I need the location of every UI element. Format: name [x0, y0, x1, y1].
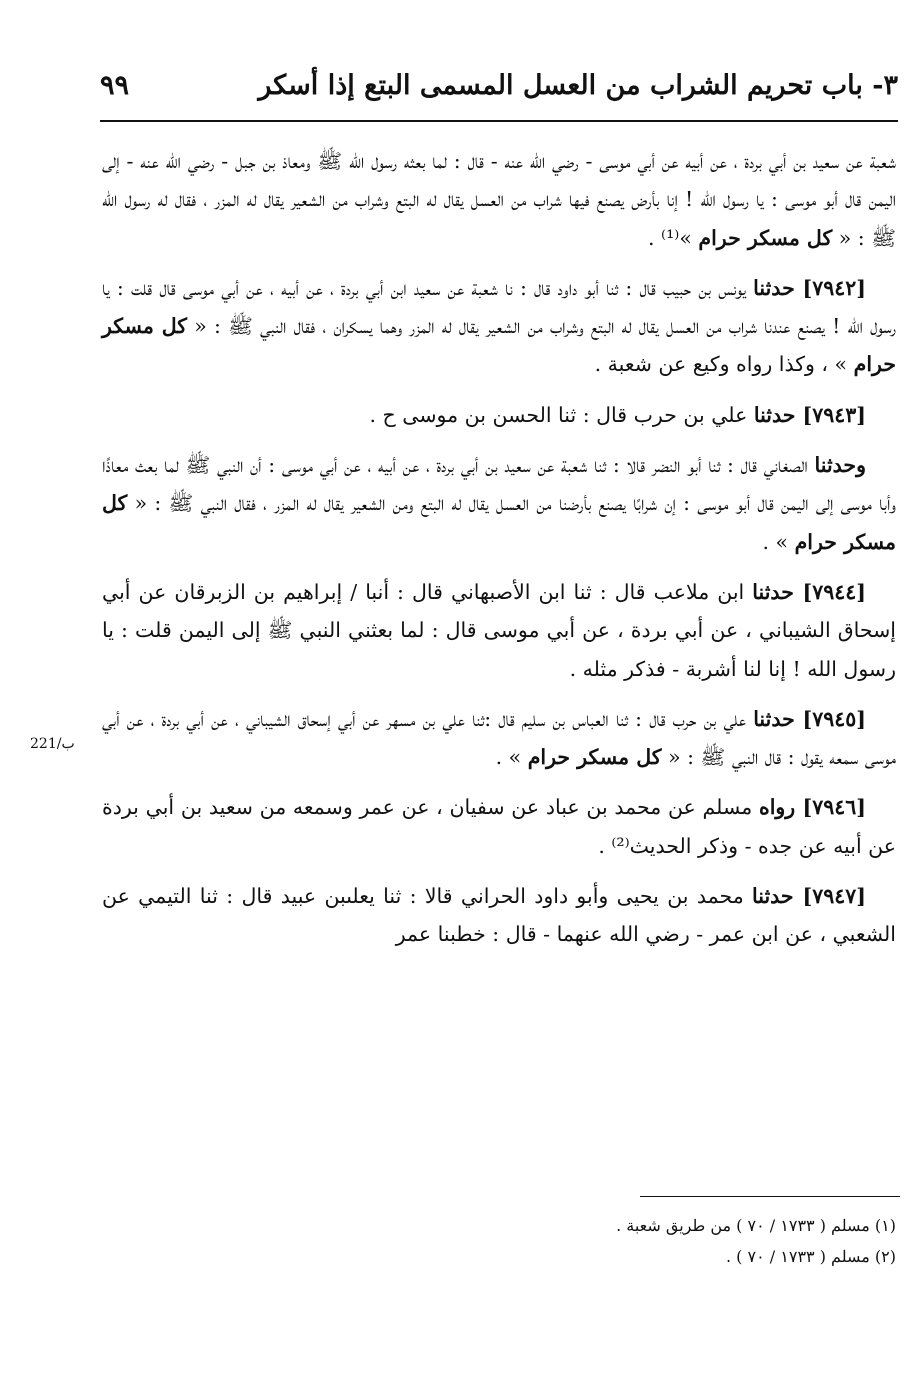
- header-divider: [100, 120, 898, 122]
- chapter-title: ٣- باب تحريم الشراب من العسل المسمى البتع إذا أسكر: [258, 70, 898, 101]
- text-segment: علي بن حرب قال : ثنا الحسن بن موسى ح .: [369, 402, 754, 427]
- bold-text: كل مسكر حرام: [698, 225, 833, 250]
- bold-text: كل مسكر حرام: [527, 745, 662, 770]
- bold-text: [٧٩٤٧] حدثنا: [752, 884, 866, 909]
- paragraph: [102, 269, 896, 384]
- text-segment: » .: [762, 529, 795, 554]
- text-segment: ابن ملاعب قال : ثنا ابن الأصبهاني قال : أنبا / إبراهيم بن الزبرقان عن أبي إسحاق الشيباني ، عن أبي بردة ، عن أبي موسى قال : لما بعثني النبي ﷺ إلى اليمن قلت : يا رسول الله ! إنا لنا أشربة - فذكر مثله .: [102, 579, 896, 681]
- bold-text: [٧٩٤٦] رواه: [758, 795, 866, 820]
- paragraph: [102, 877, 896, 954]
- paragraph: [102, 788, 896, 865]
- bold-text: [٧٩٤٢] حدثنا: [753, 275, 866, 300]
- paragraph: [102, 446, 896, 561]
- footnote: (٢) مسلم ( ١٧٣٣ / ٧٠ ) .: [726, 1247, 896, 1266]
- body-text: [102, 142, 896, 966]
- paragraph: [102, 573, 896, 688]
- paragraph: [102, 396, 896, 434]
- text-segment: الصغاني قال : ثنا أبو النضر قالا : ثنا شعبة عن سعيد بن أبي بردة ، عن أبيه ، عن أبي موسى : أن النبي ﷺ لما بعث معاذًا وأبا موسى إلى اليمن قال أبو موسى : إن شرابًا يصنع بأرضنا من العسل يقال له البتع ومن الشعير يقال له المزر ، فقال النبي ﷺ : «: [102, 453, 896, 516]
- bold-text: [٧٩٤٥] حدثنا: [753, 706, 866, 731]
- text-segment: يونس بن حبيب قال : ثنا أبو داود قال : نا شعبة عن سعيد ابن أبي بردة ، عن أبيه ، عن أبي موسى قال قلت : يا رسول الله ! يصنع عندنا شراب من العسل يقال له البتع وشراب من الشعير يقال له المزر وهما يسكران ، فقال النبي ﷺ : «: [102, 275, 896, 339]
- page-number: ٩٩: [100, 70, 130, 101]
- page-header: [100, 64, 898, 112]
- text-segment: علي بن حرب قال : ثنا العباس بن سليم قال :ثنا علي بن مسهر عن أبي إسحاق الشيباني ، عن أبي بردة ، عن أبي موسى سمعه يقول : قال النبي ﷺ : «: [102, 706, 896, 770]
- text-segment: شعبة عن سعيد بن أبي بردة ، عن أبيه عن أبي موسى - رضي الله عنه - قال : لما بعثه رسول الله ﷺ ومعاذ بن جبل - رضي الله عنه - إلى اليمن قال أبو موسى : يا رسول الله ! إنا بأرض يصنع فيها شراب من العسل يقال له البتع وشراب من الشعير يقال له المزر ، فقال له رسول الله ﷺ : «: [102, 149, 896, 250]
- bold-text: [٧٩٤٤] حدثنا: [752, 579, 866, 604]
- paragraph: [102, 142, 896, 257]
- paragraph: [102, 700, 896, 777]
- text-segment: محمد بن يحيى وأبو داود الحراني قالا : ثنا يعلىبن عبيد قال : ثنا التيمي عن الشعبي ، عن ابن عمر - رضي الله عنهما - قال : خطبنا عمر: [102, 884, 896, 947]
- text-segment: » .: [495, 745, 528, 770]
- text-segment: »⁽¹⁾ .: [648, 225, 699, 250]
- bold-text: [٧٩٤٣] حدثنا: [753, 402, 866, 427]
- footnote: (١) مسلم ( ١٧٣٣ / ٧٠ ) من طريق شعبة .: [616, 1216, 896, 1235]
- bold-text: كل مسكر حرام: [102, 314, 896, 377]
- text-segment: » ، وكذا رواه وكيع عن شعبة .: [594, 352, 854, 377]
- bold-text: وحدثنا: [814, 453, 866, 478]
- footnote-divider: [640, 1196, 900, 1197]
- margin-folio-note: 221/ب: [30, 736, 75, 752]
- bold-text: كل مسكر حرام: [102, 491, 896, 554]
- footnotes: [380, 1210, 896, 1272]
- text-segment: مسلم عن محمد بن عباد عن سفيان ، عن عمر وسمعه من سعيد بن أبي بردة عن أبيه عن جده - وذكر الحديث⁽²⁾ .: [102, 795, 896, 858]
